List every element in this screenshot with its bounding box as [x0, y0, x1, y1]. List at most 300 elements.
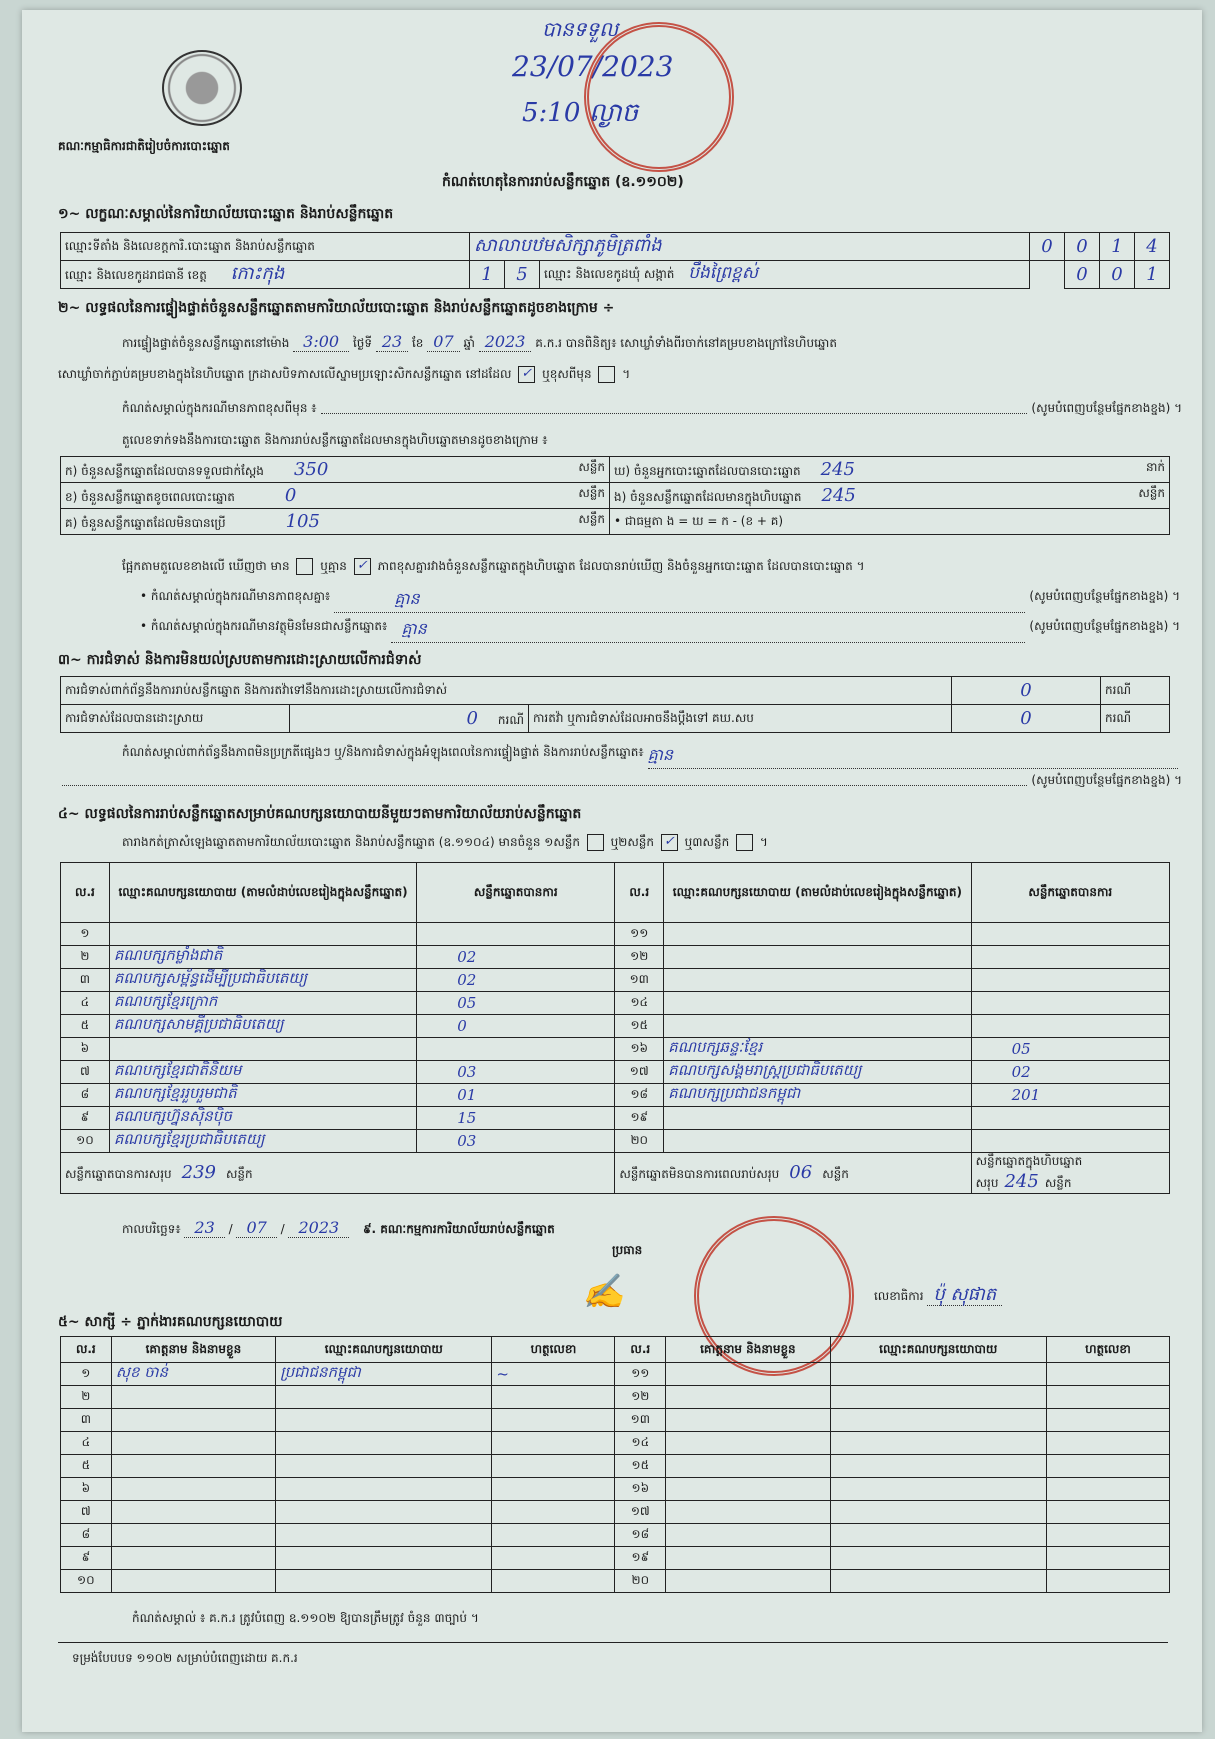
w-row-sign-right: [1046, 1478, 1169, 1501]
row-votes: 01: [417, 1084, 615, 1107]
table-row: [61, 1524, 1170, 1547]
based-on-label: ផ្អែកតាមតួលេខខាងលើ ឃើញថា មាន: [122, 559, 290, 573]
w-row-party: ប្រជាជនកម្ពុជា: [276, 1363, 492, 1386]
w-row-sign: [492, 1386, 615, 1409]
row-votes-right: 201: [971, 1084, 1169, 1107]
received-date: 23/07/2023: [512, 50, 674, 83]
w-row-sign: [492, 1432, 615, 1455]
w-row-sign-right: [1046, 1386, 1169, 1409]
w-row-name: [111, 1409, 275, 1432]
w-row-party-right: [830, 1478, 1046, 1501]
w-row-no-right: ១១: [615, 1363, 666, 1386]
w-row-name-right: [666, 1524, 830, 1547]
w-row-party: [276, 1455, 492, 1478]
commune-code-2: 0: [1100, 261, 1135, 289]
row-votes-right: [971, 946, 1169, 969]
spacer-cell: [1030, 261, 1065, 289]
row-votes: 02: [417, 969, 615, 992]
w-row-party-right: [830, 1501, 1046, 1524]
w-row-sign-right: [1046, 1524, 1169, 1547]
w-row-party: [276, 1547, 492, 1570]
row-votes-right: 05: [971, 1038, 1169, 1061]
row-party: គណបក្សខ្មែរជាតិនិយម: [109, 1061, 416, 1084]
table-row: [61, 1363, 1170, 1386]
w-row-sign: [492, 1570, 615, 1593]
row-votes: [417, 1038, 615, 1061]
kha-unit: សន្លឹក: [578, 485, 605, 500]
row-votes: 15: [417, 1107, 615, 1130]
location-code-1: 0: [1030, 233, 1065, 261]
section1-table: [60, 232, 1170, 289]
w-row-no-right: ២០: [615, 1570, 666, 1593]
row-no-right: ១៨: [615, 1084, 664, 1107]
diff-line: [122, 558, 1182, 576]
year-label: ឆ្នាំ: [463, 336, 475, 350]
row-votes-right: [971, 992, 1169, 1015]
day-label: ថ្ងៃទី: [352, 336, 372, 350]
objection-unit: ករណី: [1101, 677, 1170, 705]
table-row: [61, 1061, 1170, 1084]
province-label-text: ឈ្មោះ និងលេខកូដរាជធានី ខេត្ត: [65, 268, 207, 282]
ngo-value: 245: [821, 484, 856, 506]
para-line2: សោឃ្លាំចាក់ភ្ជាប់គម្របខាងក្នុងនៃហិបឆ្នោត ក្រដាសបិទភាសលើស្នាមប្រឡោះសិកសន្លឹកឆ្នោត នៅដដែល: [58, 367, 512, 381]
w-row-no-right: ១៤: [615, 1432, 666, 1455]
w-row-name-right: [666, 1363, 830, 1386]
w-row-no-right: ១៦: [615, 1478, 666, 1501]
province-code-1: 1: [470, 261, 505, 289]
w-row-party-right: [830, 1363, 1046, 1386]
para-prefix: ការផ្ទៀងផ្ទាត់ចំនួនសន្លឹកឆ្នោតនៅម៉ោង: [122, 336, 290, 350]
w-row-party: [276, 1570, 492, 1593]
or-none-label: ឬគ្មាន: [320, 559, 347, 573]
w-row-party: [276, 1501, 492, 1524]
table-row: [61, 1015, 1170, 1038]
org-name: គណៈកម្មាធិការជាតិរៀបចំការបោះឆ្នោត: [58, 139, 230, 153]
check-month: 07: [427, 332, 459, 352]
total-invalid-unit: សន្លឹក: [822, 1167, 849, 1181]
row-party: គណបក្សហ្វ៊ុនស៊ិនប៉ិច: [109, 1107, 416, 1130]
w-row-no: ១: [61, 1363, 112, 1386]
received-time: 5:10 ល្ងាច: [522, 98, 639, 128]
same-checkbox[interactable]: ✓: [518, 366, 535, 383]
note1-label: កំណត់សម្គាល់ក្នុងករណីមានភាពខុសពីមុន ៖: [122, 401, 317, 415]
w-row-sign-right: [1046, 1363, 1169, 1386]
w-row-no: ៩: [61, 1547, 112, 1570]
row-no-right: ១៩: [615, 1107, 664, 1130]
date-line: កាលបរិច្ឆេទ៖ 23 / 07 / 2023 ៩. គណៈកម្មការការិយាល័យរាប់សន្លឹកឆ្នោត: [122, 1218, 555, 1237]
chair-label: ប្រធាន: [612, 1243, 643, 1257]
note3-line: [140, 618, 1180, 647]
row-no: ៥: [61, 1015, 110, 1038]
total-valid-label: សន្លឹកឆ្នោតបានការសរុប: [65, 1167, 172, 1181]
total-box-unit: សន្លឹក: [1044, 1176, 1072, 1190]
w-row-no: ៥: [61, 1455, 112, 1478]
w-row-party: [276, 1478, 492, 1501]
section3-note-line: [122, 744, 1182, 773]
location-value: សាលាបឋមសិក្សាភូមិត្រពាំង: [470, 233, 1030, 261]
form-sheet: [22, 10, 1202, 1732]
votes-table: [60, 862, 1170, 1194]
row-party-right: [664, 1015, 971, 1038]
w-col-party-right: ឈ្មោះគណបក្សនយោបាយ: [830, 1337, 1046, 1363]
kho-label: ឃ) ចំនួនអ្នកបោះឆ្នោតដែលបានបោះឆ្នោត: [614, 463, 801, 478]
province-value: កោះកុង: [230, 263, 285, 284]
row-no: ៧: [61, 1061, 110, 1084]
table-row: [61, 1570, 1170, 1593]
w-row-no-right: ១៩: [615, 1547, 666, 1570]
row-votes: 03: [417, 1130, 615, 1153]
w-row-party: [276, 1432, 492, 1455]
row-party: គណបក្សសាមគ្គីប្រជាធិបតេយ្យ: [109, 1015, 416, 1038]
section1-title: ១~ លក្ខណៈសម្គាល់នៃការិយាល័យបោះឆ្នោត និងរាប់សន្លឹកឆ្នោត: [58, 206, 394, 222]
w-row-name-right: [666, 1432, 830, 1455]
row-no: ៤: [61, 992, 110, 1015]
row-party: គណបក្សខ្មែររួបរួមជាតិ: [109, 1084, 416, 1107]
w-row-no: ៤: [61, 1432, 112, 1455]
w-row-name-right: [666, 1478, 830, 1501]
w-row-party: [276, 1524, 492, 1547]
row-no: ១: [61, 923, 110, 946]
total-invalid-value: 06: [789, 1162, 813, 1183]
official-stamp-icon: [584, 22, 734, 172]
footer-text: ទម្រង់បែបបទ ១១០២ សម្រាប់បំពេញដោយ គ.ក.រ: [72, 1651, 298, 1665]
row-no: ៨: [61, 1084, 110, 1107]
section3-table: [60, 676, 1170, 733]
w-row-no-right: ១២: [615, 1386, 666, 1409]
kha-label: ខ) ចំនួនសន្លឹកឆ្នោតខូចពេលបោះឆ្នោត: [65, 489, 235, 504]
check-year: 2023: [479, 332, 532, 352]
section3-hint: (សូមបំពេញបន្ថែមផ្នែកខាងខ្នង) ។: [1031, 773, 1182, 787]
table-row: [61, 1432, 1170, 1455]
col-party-right: ឈ្មោះគណបក្សនយោបាយ (តាមលំដាប់លេខរៀងក្នុងសន្លឹកឆ្នោត): [664, 863, 971, 923]
section2-para-line2: សោឃ្លាំចាក់ភ្ជាប់គម្របខាងក្នុងនៃហិបឆ្នោត ក្រដាសបិទភាសលើស្នាមប្រឡោះសិកសន្លឹកឆ្នោត នៅដដែល ✓ ឬខុសពីមុន ។: [58, 366, 631, 381]
appeal-label: ការតវ៉ា ឬការជំទាស់ដែលអាចនឹងប្ដឹងទៅ គឃ.សប: [529, 705, 952, 733]
commune-cell: [540, 261, 1030, 289]
col-party: ឈ្មោះគណបក្សនយោបាយ (តាមលំដាប់លេខរៀងក្នុងសន្លឹកឆ្នោត): [109, 863, 416, 923]
w-row-name-right: [666, 1570, 830, 1593]
row-votes: 02: [417, 946, 615, 969]
row-votes: 0: [417, 1015, 615, 1038]
w-row-no: ៦: [61, 1478, 112, 1501]
w-row-sign-right: [1046, 1570, 1169, 1593]
note2-line: [140, 588, 1180, 617]
w-row-name: [111, 1547, 275, 1570]
col-no: ល.រ: [61, 863, 110, 923]
resolved-value: 0: [466, 707, 478, 729]
row-votes: 03: [417, 1061, 615, 1084]
row-no: ៦: [61, 1038, 110, 1061]
row-party-right: [664, 969, 971, 992]
w-row-name: [111, 1386, 275, 1409]
form-title: កំណត់ហេតុនៃការរាប់សន្លឹកឆ្នោត (ឧ.១១០២): [442, 174, 684, 190]
w-row-name: [111, 1478, 275, 1501]
w-row-sign: ~: [492, 1363, 615, 1386]
row-party-right: គណបក្សឆន្ទៈខ្មែរ: [664, 1038, 971, 1061]
table-row: [61, 1130, 1170, 1153]
three-sheets-label: ឬ៣សន្លឹក: [684, 835, 730, 849]
kha-value: 0: [284, 484, 297, 506]
w-row-party: [276, 1386, 492, 1409]
commune-value: បឹងព្រៃខ្ពស់: [688, 263, 759, 283]
row-party: [109, 923, 416, 946]
check-day: 23: [376, 332, 408, 352]
row-party-right: [664, 1107, 971, 1130]
row-votes: 05: [417, 992, 615, 1015]
date-year: 2023: [288, 1218, 349, 1238]
w-row-name: [111, 1570, 275, 1593]
row-party-right: គណបក្សប្រជាជនកម្ពុជា: [664, 1084, 971, 1107]
row-no-right: ១៤: [615, 992, 664, 1015]
w-col-name: គោត្តនាម និងនាមខ្លួន: [111, 1337, 275, 1363]
w-row-name: [111, 1455, 275, 1478]
section4-title: ៤~ លទ្ធផលនៃការរាប់សន្លឹកឆ្នោតសម្រាប់គណបក្សនយោបាយនីមួយៗតាមការិយាល័យរាប់សន្លឹកឆ្នោត: [58, 806, 582, 822]
row-no: ១០: [61, 1130, 110, 1153]
attach-line: តារាងកត់ត្រាសំឡេងឆ្នោតតាមការិយាល័យបោះឆ្នោត និងរាប់សន្លឹកឆ្នោត (ឧ.១១០៤) មានចំនួន ១សន្លឹក ឬ២សន្លឹក ✓ ឬ៣សន្លឹក ។: [122, 834, 768, 849]
row-party: គណបក្សកម្លាំងជាតិ: [109, 946, 416, 969]
three-sheets-checkbox[interactable]: [736, 834, 753, 851]
formula: • ជាធម្មតា ង = ឃ = ក - (ខ + គ): [610, 509, 1170, 535]
w-row-sign-right: [1046, 1455, 1169, 1478]
row-party: [109, 1038, 416, 1061]
w-col-no-right: ល.រ: [615, 1337, 666, 1363]
row-no-right: ១៦: [615, 1038, 664, 1061]
two-sheets-label: ឬ២សន្លឹក: [610, 835, 655, 849]
note2-label: • កំណត់សម្គាល់ក្នុងករណីមានភាពខុសគ្នា៖: [140, 589, 331, 603]
province-label: [61, 261, 470, 289]
w-row-name-right: [666, 1409, 830, 1432]
w-row-sign-right: [1046, 1501, 1169, 1524]
w-row-sign: [492, 1455, 615, 1478]
row-no-right: ១៣: [615, 969, 664, 992]
kho-unit: នាក់: [1145, 459, 1165, 474]
footer-divider: [58, 1642, 1168, 1643]
row-votes: [417, 923, 615, 946]
objection-label: ការជំទាស់ពាក់ព័ន្ធនឹងការរាប់សន្លឹកឆ្នោត និងការតវ៉ាទៅនឹងការដោះស្រាយលើការជំទាស់: [61, 677, 952, 705]
row-no: ៣: [61, 969, 110, 992]
secretary-name: ប៉ុ សុផាត: [927, 1284, 1002, 1306]
row-party-right: [664, 1130, 971, 1153]
table-row: [61, 1547, 1170, 1570]
w-row-name: សុខ ចាន់: [111, 1363, 275, 1386]
objection-value: 0: [952, 677, 1101, 705]
note1-line: [122, 400, 1182, 418]
votes-body: [61, 923, 1170, 1153]
row-votes-right: 02: [971, 1061, 1169, 1084]
w-row-name: [111, 1501, 275, 1524]
note3-value: គ្មាន: [391, 618, 1025, 643]
w-row-name-right: [666, 1455, 830, 1478]
w-col-no: ល.រ: [61, 1337, 112, 1363]
row-party-right: [664, 946, 971, 969]
section2-para: [122, 332, 1192, 353]
total-invalid-label: សន្លឹកឆ្នោតមិនបានការពេលរាប់សរុប: [619, 1167, 780, 1181]
w-row-sign-right: [1046, 1409, 1169, 1432]
ballot-figures-table: [60, 456, 1170, 535]
row-votes-right: [971, 1130, 1169, 1153]
w-row-party-right: [830, 1570, 1046, 1593]
w-row-no-right: ១៥: [615, 1455, 666, 1478]
attach-text: តារាងកត់ត្រាសំឡេងឆ្នោតតាមការិយាល័យបោះឆ្នោត និងរាប់សន្លឹកឆ្នោត (ឧ.១១០៤) មានចំនួន ១សន្លឹក: [122, 835, 580, 849]
note2-value: គ្មាន: [334, 588, 1025, 613]
or-different-label: ឬខុសពីមុន: [542, 367, 592, 381]
province-code-2: 5: [505, 261, 540, 289]
row-party: គណបក្សសម្ព័ន្ធដើម្បីប្រជាធិបតេយ្យ: [109, 969, 416, 992]
table-row: [61, 923, 1170, 946]
w-col-sign-right: ហត្ថលេខា: [1046, 1337, 1169, 1363]
one-sheet-checkbox[interactable]: [587, 834, 604, 851]
w-row-sign: [492, 1478, 615, 1501]
w-row-name-right: [666, 1386, 830, 1409]
appeal-unit: ករណី: [1101, 705, 1170, 733]
note3-hint: (សូមបំពេញបន្ថែមផ្នែកខាងខ្នង) ។: [1029, 619, 1180, 633]
w-row-party-right: [830, 1409, 1046, 1432]
note1-hint: (សូមបំពេញបន្ថែមផ្នែកខាងខ្នង) ។: [1031, 401, 1182, 415]
w-row-no: ៧: [61, 1501, 112, 1524]
ko-unit: សន្លឹក: [578, 511, 605, 526]
w-col-name-right: គោត្តនាម និងនាមខ្លួន: [666, 1337, 830, 1363]
w-row-no: ១០: [61, 1570, 112, 1593]
location-label: ឈ្មោះទីតាំង និងលេខក្ដការិ.បោះឆ្នោត និងរាប់សន្លឹកឆ្នោត: [61, 233, 470, 261]
w-row-name-right: [666, 1547, 830, 1570]
resolved-unit: ករណី: [497, 712, 524, 727]
row-no: ៩: [61, 1107, 110, 1130]
nec-emblem-icon: [162, 50, 242, 126]
committee-label: ៩. គណៈកម្មការការិយាល័យរាប់សន្លឹកឆ្នោត: [363, 1222, 555, 1236]
w-row-no: ២: [61, 1386, 112, 1409]
footnote: កំណត់សម្គាល់ ៖ គ.ក.រ ត្រូវបំពេញ ឧ.១១០២ ឱ្យបានត្រឹមត្រូវ ចំនួន ៣ច្បាប់ ។: [132, 1611, 479, 1625]
table-row: [61, 1386, 1170, 1409]
section3-hint-blank: [62, 772, 1027, 786]
witness-body: [61, 1363, 1170, 1593]
diff-text: ភាពខុសគ្នារវាងចំនួនសន្លឹកឆ្នោតក្នុងហិបឆ្នោត ដែលបានរាប់ឃើញ និងចំនួនអ្នកបោះឆ្នោត ដែលបានបោះឆ្នោត ។: [377, 559, 865, 573]
table-row: [61, 1455, 1170, 1478]
w-row-name-right: [666, 1501, 830, 1524]
two-sheets-checkbox[interactable]: ✓: [661, 834, 678, 851]
w-row-party-right: [830, 1455, 1046, 1478]
row-votes-right: [971, 923, 1169, 946]
commune-code-1: 0: [1065, 261, 1100, 289]
kho-value: 245: [820, 458, 855, 480]
w-row-no-right: ១៧: [615, 1501, 666, 1524]
row-party: គណបក្សខ្មែរប្រជាធិបតេយ្យ: [109, 1130, 416, 1153]
section3-title: ៣~ ការជំទាស់ និងការមិនយល់ស្របតាមការដោះស្រាយលើការជំទាស់: [58, 652, 422, 668]
has-diff-checkbox[interactable]: [296, 558, 313, 575]
row-party-right: គណបក្សសង្គមរាស្ត្រប្រជាធិបតេយ្យ: [664, 1061, 971, 1084]
table-row: [61, 946, 1170, 969]
row-no: ២: [61, 946, 110, 969]
commune-code-3: 1: [1135, 261, 1170, 289]
total-box-label: សន្លឹកឆ្នោតក្នុងហិបឆ្នោតសរុប: [975, 1154, 1083, 1190]
secretary-label: លេខាធិការ: [874, 1289, 924, 1303]
w-row-sign: [492, 1547, 615, 1570]
table-row: [61, 1501, 1170, 1524]
ka-value: 350: [293, 458, 329, 480]
witness-table: [60, 1336, 1170, 1593]
section3-hint-line: [58, 772, 1182, 790]
appeal-value: 0: [952, 705, 1101, 733]
ko-label: គ) ចំនួនសន្លឹកឆ្នោតដែលមិនបានប្រើ: [65, 515, 226, 530]
total-valid-value: 239: [181, 1162, 216, 1183]
received-note: បានទទួល: [542, 17, 619, 41]
resolved-label: ការជំទាស់ដែលបានដោះស្រាយ: [61, 705, 290, 733]
w-row-sign-right: [1046, 1547, 1169, 1570]
ka-label: ក) ចំនួនសន្លឹកឆ្នោតដែលបានទទួលជាក់ស្ដែង: [65, 463, 264, 478]
col-no-right: ល.រ: [615, 863, 664, 923]
location-code-3: 1: [1100, 233, 1135, 261]
note1-blank: [321, 400, 1028, 414]
note3-label: • កំណត់សម្គាល់ក្នុងករណីមានវត្ថុមិនមែនជាសន្លឹកឆ្នោត៖: [140, 619, 388, 633]
w-row-party-right: [830, 1524, 1046, 1547]
w-row-sign-right: [1046, 1432, 1169, 1455]
different-checkbox[interactable]: [598, 366, 615, 383]
location-code-4: 4: [1135, 233, 1170, 261]
col-votes: សន្លឹកឆ្នោតបានការ: [417, 863, 615, 923]
secretary-line: [874, 1282, 1002, 1309]
w-row-party-right: [830, 1547, 1046, 1570]
ngo-unit: សន្លឹក: [1138, 485, 1165, 500]
note2-hint: (សូមបំពេញបន្ថែមផ្នែកខាងខ្នង) ។: [1029, 589, 1180, 603]
col-votes-right: សន្លឹកឆ្នោតបានការ: [971, 863, 1169, 923]
ngo-label: ង) ចំនួនសន្លឹកឆ្នោតដែលមានក្នុងហិបឆ្នោត: [614, 489, 802, 504]
table-row: [61, 1084, 1170, 1107]
month-label: ខែ: [412, 336, 424, 350]
date-label: កាលបរិច្ឆេទ៖: [122, 1222, 181, 1236]
w-col-sign: ហត្ថលេខា: [492, 1337, 615, 1363]
w-row-no: ៨: [61, 1524, 112, 1547]
w-row-party-right: [830, 1386, 1046, 1409]
table-row: [61, 992, 1170, 1015]
check-time: 3:00: [293, 332, 349, 352]
w-row-name: [111, 1432, 275, 1455]
w-row-no-right: ១៨: [615, 1524, 666, 1547]
section3-note-value: គ្មាន: [648, 744, 1178, 769]
w-row-sign: [492, 1524, 615, 1547]
row-no-right: ១១: [615, 923, 664, 946]
no-diff-checkbox[interactable]: ✓: [354, 558, 371, 575]
date-day: 23: [184, 1218, 224, 1238]
row-votes-right: [971, 1015, 1169, 1038]
location-code-2: 0: [1065, 233, 1100, 261]
intro-line: តួលេខទាក់ទងនឹងការបោះឆ្នោត និងការរាប់សន្លឹកឆ្នោតដែលមានក្នុងហិបឆ្នោតមានដូចខាងក្រោម ៖: [122, 433, 548, 447]
row-no-right: ២០: [615, 1130, 664, 1153]
row-no-right: ១២: [615, 946, 664, 969]
table-row: [61, 1409, 1170, 1432]
total-box-value: 245: [1004, 1171, 1039, 1192]
w-row-name: [111, 1524, 275, 1547]
ka-unit: សន្លឹក: [578, 459, 605, 474]
row-party: គណបក្សខ្មែរក្រោក: [109, 992, 416, 1015]
para-suffix: គ.ក.រ បានពិនិត្យ៖ សោឃ្លាំទាំងពីរចាក់នៅគម្របខាងក្រៅនៃហិបឆ្នោត: [535, 336, 837, 350]
row-no-right: ១៥: [615, 1015, 664, 1038]
commune-label: ឈ្មោះ និងលេខកូដឃុំ សង្កាត់: [544, 267, 675, 281]
section3-note: កំណត់សម្គាល់ពាក់ព័ន្ធនឹងភាពមិនប្រក្រតីផ្សេងៗ ឬ/និងការជំទាស់ក្នុងអំឡុងពេលនៃការផ្ទៀងផ្ទាត់ និងការរាប់សន្លឹកឆ្នោត៖: [122, 745, 644, 759]
table-row: [61, 1478, 1170, 1501]
w-row-sign: [492, 1501, 615, 1524]
table-row: [61, 1038, 1170, 1061]
w-row-sign: [492, 1409, 615, 1432]
row-party-right: [664, 923, 971, 946]
total-valid-unit: សន្លឹក: [226, 1167, 253, 1181]
row-party-right: [664, 992, 971, 1015]
section2-title: ២~ លទ្ធផលនៃការផ្ទៀងផ្ទាត់ចំនួនសន្លឹកឆ្នោតតាមការិយាល័យបោះឆ្នោត និងរាប់សន្លឹកឆ្នោតដូចខាងក្រោម ÷: [58, 300, 615, 316]
date-month: 07: [236, 1218, 276, 1238]
row-votes-right: [971, 1107, 1169, 1130]
w-row-party: [276, 1409, 492, 1432]
table-row: [61, 969, 1170, 992]
table-row: [61, 1107, 1170, 1130]
chair-signature: ✍: [582, 1272, 625, 1312]
row-votes-right: [971, 969, 1169, 992]
